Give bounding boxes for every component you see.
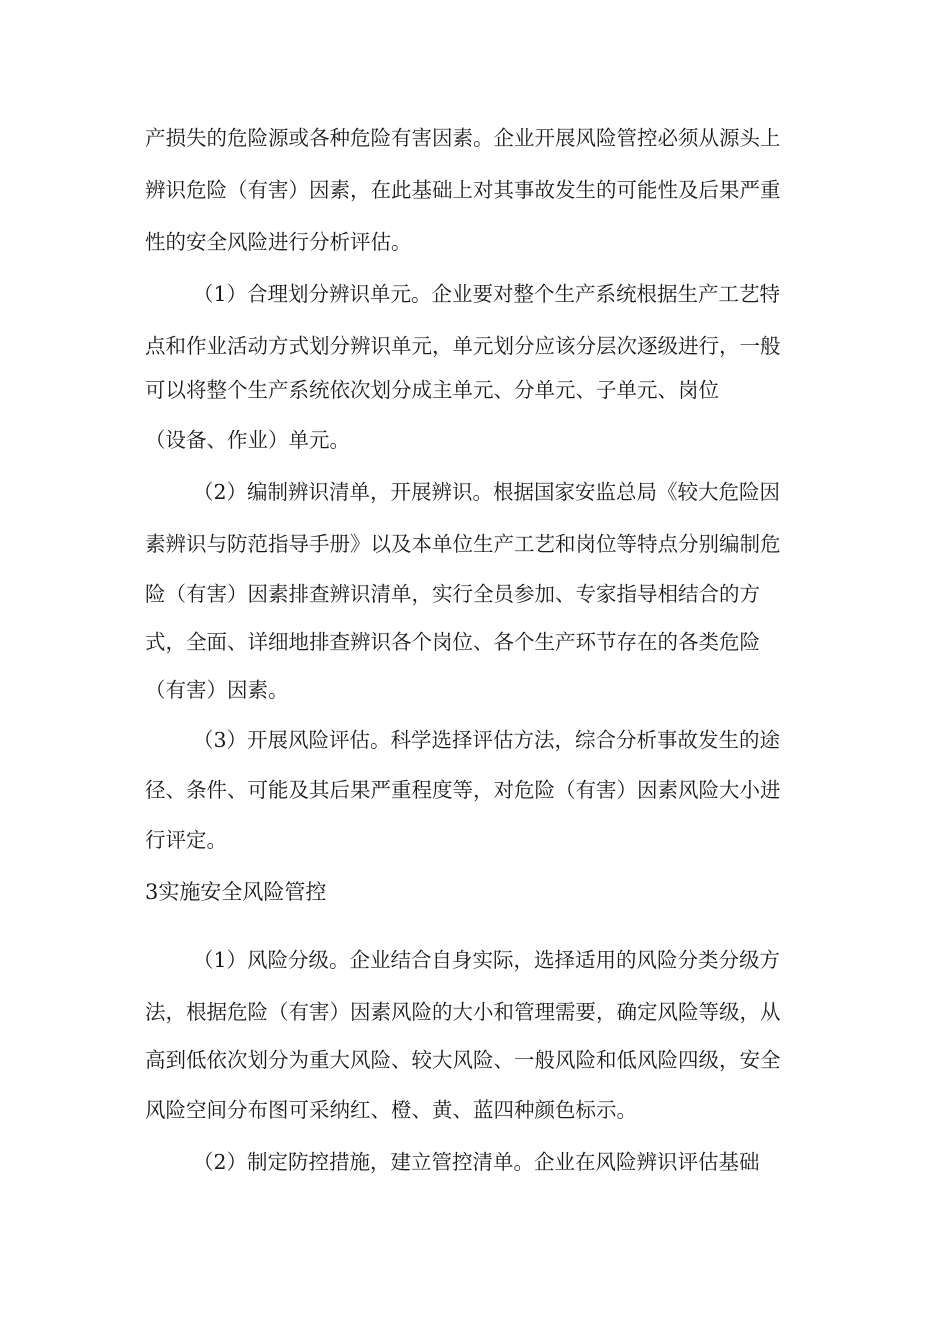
text-line: 辨识危险（有害）因素，在此基础上对其事故发生的可能性及后果严重 xyxy=(145,178,781,202)
text-line: 点和作业活动方式划分辨识单元，单元划分应该分层次逐级进行，一般 xyxy=(145,334,781,358)
text-line: （有害）因素。 xyxy=(145,678,289,702)
text-line: （2）编制辨识清单，开展辨识。根据国家安监总局《较大危险因 xyxy=(193,480,781,504)
text-line: 产损失的危险源或各种危险有害因素。企业开展风险管控必须从源头上 xyxy=(145,126,781,150)
text-line: （设备、作业）单元。 xyxy=(145,428,350,452)
text-line: 可以将整个生产系统依次划分成主单元、分单元、子单元、岗位 xyxy=(145,378,719,402)
text-line: （3）开展风险评估。科学选择评估方法，综合分析事故发生的途 xyxy=(193,728,781,752)
text-line: 径、条件、可能及其后果严重程度等，对危险（有害）因素风险大小进 xyxy=(145,778,781,802)
section-heading: 3实施安全风险管控 xyxy=(145,880,327,904)
text-line: 风险空间分布图可采纳红、橙、黄、蓝四种颜色标示。 xyxy=(145,1098,637,1122)
text-line: （1）风险分级。企业结合自身实际，选择适用的风险分类分级方 xyxy=(193,948,781,972)
text-line: 高到低依次划分为重大风险、较大风险、一般风险和低风险四级，安全 xyxy=(145,1048,781,1072)
document-body xyxy=(145,0,825,1344)
text-line: （1）合理划分辨识单元。企业要对整个生产系统根据生产工艺特 xyxy=(193,282,781,306)
text-line: （2）制定防控措施，建立管控清单。企业在风险辨识评估基础 xyxy=(193,1150,760,1174)
text-line: 素辨识与防范指导手册》以及本单位生产工艺和岗位等特点分别编制危 xyxy=(145,532,781,556)
text-line: 式，全面、详细地排查辨识各个岗位、各个生产环节存在的各类危险 xyxy=(145,630,760,654)
text-line: 性的安全风险进行分析评估。 xyxy=(145,230,412,254)
text-line: 行评定。 xyxy=(145,828,227,852)
text-line: 险（有害）因素排查辨识清单，实行全员参加、专家指导相结合的方 xyxy=(145,582,760,606)
text-line: 法，根据危险（有害）因素风险的大小和管理需要，确定风险等级，从 xyxy=(145,1000,781,1024)
